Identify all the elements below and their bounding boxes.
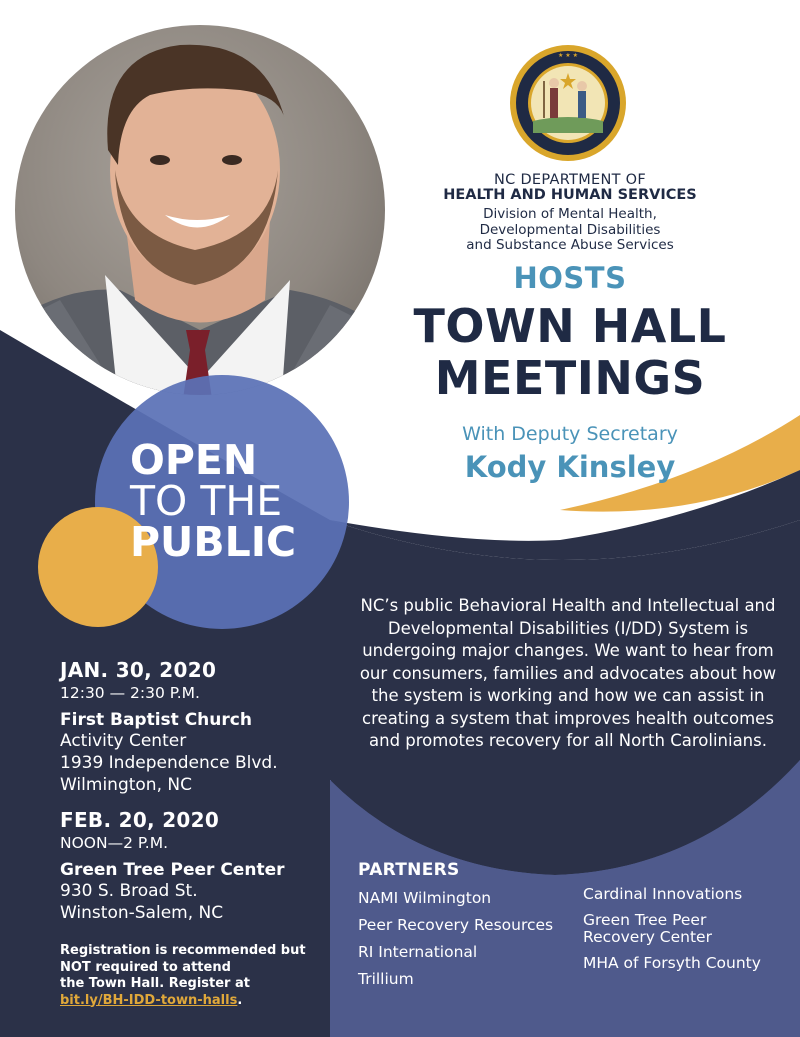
event-date: JAN. 30, 2020 — [60, 658, 217, 682]
event-address-line: 930 S. Broad St. — [60, 881, 198, 901]
badge-line1: OPEN — [130, 436, 258, 484]
partner-line: MHA of Forsyth County — [583, 954, 761, 972]
partner-item — [583, 955, 793, 972]
event-title-line: TOWN HALL — [413, 299, 727, 353]
event-time: NOON—2 P.M. — [60, 834, 169, 852]
partners-column-1 — [358, 889, 578, 997]
registration-trailing: . — [237, 992, 243, 1008]
partner-item — [583, 912, 793, 946]
division-line: Developmental Disabilities — [479, 221, 661, 238]
partner-line: Recovery Center — [583, 928, 712, 946]
event-venue: First Baptist Church — [60, 710, 252, 730]
events-list — [60, 658, 328, 924]
event-item — [60, 658, 328, 796]
division-name — [420, 207, 720, 254]
agency-line1: NC DEPARTMENT OF — [493, 172, 647, 188]
badge-line3: PUBLIC — [130, 518, 297, 566]
event-venue: Green Tree Peer Center — [60, 860, 285, 880]
event-title-line: MEETINGS — [434, 351, 706, 405]
event-address-line: Activity Center — [60, 731, 187, 751]
description-text: NC’s public Behavioral Health and Intellectual and Developmental Disabilities (I/DD) System is undergoing major changes. We want to hear from our consumers, families and advocates about how the system is working and how we can assist in creating a system that improves health outcomes and promotes recovery for all North Carolinians. — [359, 596, 777, 750]
hosts-heading: HOSTS — [513, 261, 627, 295]
open-to-public-badge — [130, 436, 330, 566]
partners-column-2 — [583, 886, 793, 981]
registration-line: Registration is recommended but — [60, 943, 306, 958]
registration-link-line — [60, 993, 322, 1010]
partner-item: NAMI Wilmington — [358, 889, 492, 907]
partner-item: Peer Recovery Resources — [358, 916, 554, 934]
event-title — [380, 300, 760, 404]
badge-line2: TO THE — [130, 477, 283, 525]
partner-item: Trillium — [358, 970, 414, 988]
partner-line: Green Tree Peer — [583, 911, 707, 929]
partner-line: Cardinal Innovations — [583, 885, 743, 903]
with-line: With Deputy Secretary — [462, 423, 678, 445]
partner-item: RI International — [358, 943, 478, 961]
event-date: FEB. 20, 2020 — [60, 808, 220, 832]
speaker-name: Kody Kinsley — [464, 450, 676, 484]
event-address-line: Wilmington, NC — [60, 775, 192, 795]
portrait-photo — [0, 0, 400, 420]
event-address-line: 1939 Independence Blvd. — [60, 753, 278, 773]
event-address-line: Winston-Salem, NC — [60, 903, 224, 923]
event-time: 12:30 — 2:30 P.M. — [60, 684, 200, 702]
event-item — [60, 808, 328, 924]
division-line: and Substance Abuse Services — [466, 237, 674, 253]
registration-line: the Town Hall. Register at — [60, 976, 250, 991]
division-line: Division of Mental Health, — [483, 206, 657, 222]
partner-item — [583, 886, 793, 903]
registration-note — [60, 943, 322, 1009]
nc-state-seal-icon — [508, 43, 628, 163]
registration-line: NOT required to attend — [60, 959, 231, 975]
agency-line2: HEALTH AND HUMAN SERVICES — [443, 187, 697, 203]
svg-text:★ ★ ★: ★ ★ ★ — [558, 52, 578, 59]
registration-link[interactable]: bit.ly/BH-IDD-town-halls — [60, 992, 238, 1008]
partners-heading: PARTNERS — [358, 860, 460, 880]
